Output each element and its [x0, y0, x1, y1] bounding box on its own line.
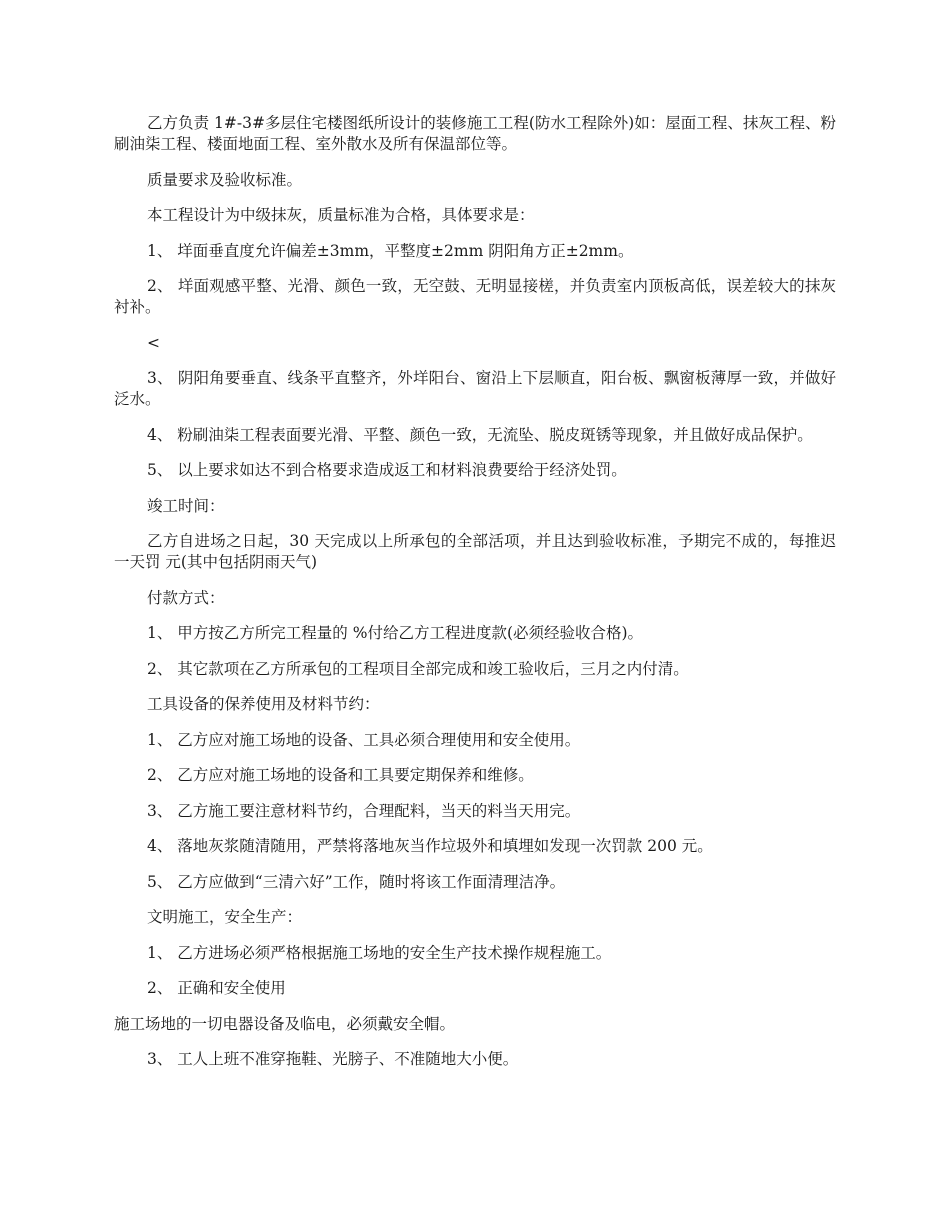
list-item-equipment-5: 5、 乙方应做到“三清六好”工作，随时将该工作面清理洁净。: [147, 872, 566, 891]
list-item-quality-5: 5、 以上要求如达不到合格要求造成返工和材料浪费要给于经济处罚。: [147, 461, 627, 479]
heading-safety: 文明施工，安全生产：: [147, 908, 303, 926]
list-item-safety-2: 2、 正确和安全使用: [147, 979, 286, 997]
heading-quality: 质量要求及验收标准。: [147, 170, 303, 189]
paragraph-completion-time: 乙方自进场之日起，30 天完成以上所承包的全部活项，并且达到验收标准，予期完不成的，每推迟一天罚 元(其中包括阴雨天气): [114, 532, 836, 571]
heading-completion-time: 竣工时间：: [147, 496, 225, 515]
list-item-safety-3: 3、 工人上班不准穿拖鞋、光膀子、不准随地大小便。: [147, 1050, 519, 1068]
paragraph-scope: 乙方负责 1#-3#多层住宅楼图纸所设计的装修施工工程(防水工程除外)如：屋面工程、抹灰工程、粉刷油柒工程、楼面地面工程、室外散水及所有保温部位等。: [114, 114, 836, 153]
list-item-equipment-3: 3、 乙方施工要注意材料节约，合理配料，当天的料当天用完。: [147, 801, 581, 820]
list-item-equipment-4: 4、 落地灰浆随清随用，严禁将落地灰当作垃圾外和填埋如发现一次罚款 200 元。: [147, 837, 713, 855]
list-item-quality-1: 1、 垟面垂直度允许偏差±3mm，平整度±2mm 阴阳角方正±2mm。: [147, 241, 634, 260]
heading-equipment: 工具设备的保养使用及材料节约：: [147, 695, 380, 713]
list-item-quality-3: 3、 阴阳角要垂直、线条平直整齐，外垟阳台、窗沿上下层顺直，阳台板、飘窗板薄厚一致，并做好泛水。: [114, 369, 836, 408]
paragraph-quality-intro: 本工程设计为中级抹灰，质量标准为合格，具体要求是：: [147, 206, 535, 224]
list-item-quality-2: 2、 垟面观感平整、光滑、颜色一致，无空鼓、无明显接槎，并负责室内顶板高低，误差较大的抹灰衬补。: [114, 277, 836, 316]
list-item-payment-1: 1、 甲方按乙方所完工程量的 %付给乙方工程进度款(必须经验收合格)。: [147, 624, 644, 642]
list-item-payment-2: 2、 其它款项在乙方所承包的工程项目全部完成和竣工验收后，三月之内付清。: [147, 659, 689, 678]
document-page: [114, 113, 836, 1085]
paragraph-safety-continuation: 施工场地的一切电器设备及临电，必须戴安全帽。: [114, 1014, 456, 1033]
list-item-safety-1: 1、 乙方进场必须严格根据施工场地的安全生产技术操作规程施工。: [147, 943, 612, 962]
heading-payment: 付款方式：: [147, 588, 225, 607]
list-item-quality-4: 4、 粉刷油柒工程表面要光滑、平整、颜色一致，无流坠、脱皮斑锈等现象，并且做好成品保护。: [147, 425, 813, 444]
list-item-equipment-2: 2、 乙方应对施工场地的设备和工具要定期保养和维修。: [147, 766, 534, 784]
stray-symbol: <: [147, 333, 160, 352]
list-item-equipment-1: 1、 乙方应对施工场地的设备、工具必须合理使用和安全使用。: [147, 730, 581, 749]
